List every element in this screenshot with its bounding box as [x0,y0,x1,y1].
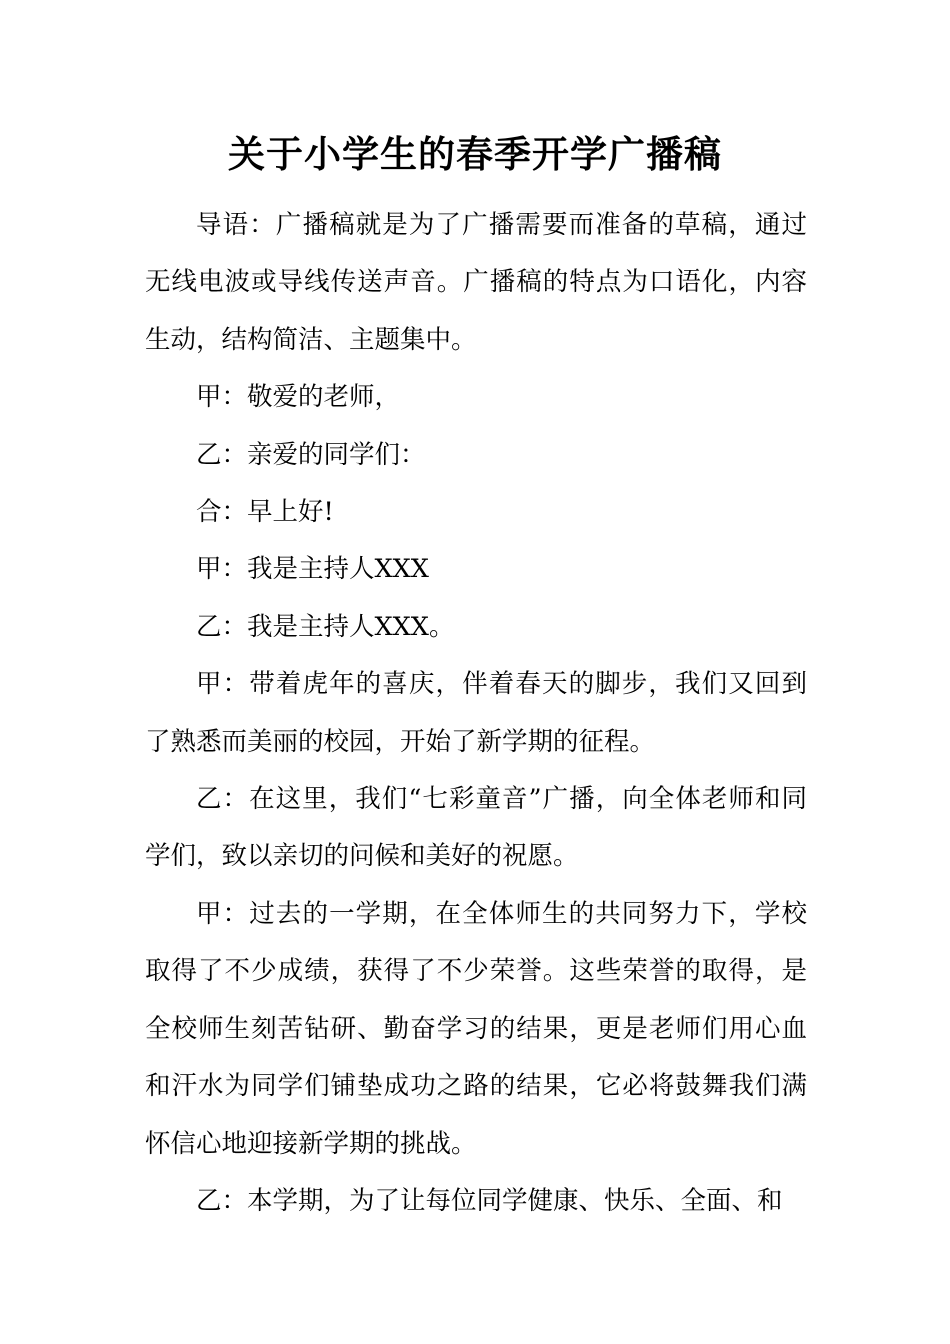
paragraph-line: 乙：在这里，我们“七彩童音”广播，向全体老师和同学们，致以亲切的问候和美好的祝愿。 [145,784,807,872]
paragraph-intro: 导语：广播稿就是为了广播需要而准备的草稿，通过无线电波或导线传送声音。广播稿的特点为口语化，内容生动，结构简洁、主题集中。 [145,210,807,355]
document-title: 关于小学生的春季开学广播稿 [228,132,722,176]
paragraph-line: 甲：过去的一学期，在全体师生的共同努力下，学校取得了不少成绩，获得了不少荣誉。这些荣誉的取得，是全校师生刻苦钻研、勤奋学习的结果，更是老师们用心血和汗水为同学们铺垫成功之路的结果，它必将鼓舞我们满怀信心地迎接新学期的挑战。 [145,898,807,1159]
paragraph-line: 乙：亲爱的同学们： [196,439,426,470]
paragraph-line: 乙：我是主持人XXX。 [196,611,455,642]
paragraph-line: 甲：敬爱的老师， [196,382,401,413]
paragraph-line: 合：早上好! [196,497,334,528]
paragraph-line: 甲：我是主持人XXX [196,554,429,585]
document-body [145,197,807,1230]
paragraph-line: 甲：带着虎年的喜庆，伴着春天的脚步，我们又回到了熟悉而美丽的校园，开始了新学期的征程。 [145,669,807,757]
paragraph-line: 乙：本学期，为了让每位同学健康、快乐、全面、和 [196,1185,783,1216]
